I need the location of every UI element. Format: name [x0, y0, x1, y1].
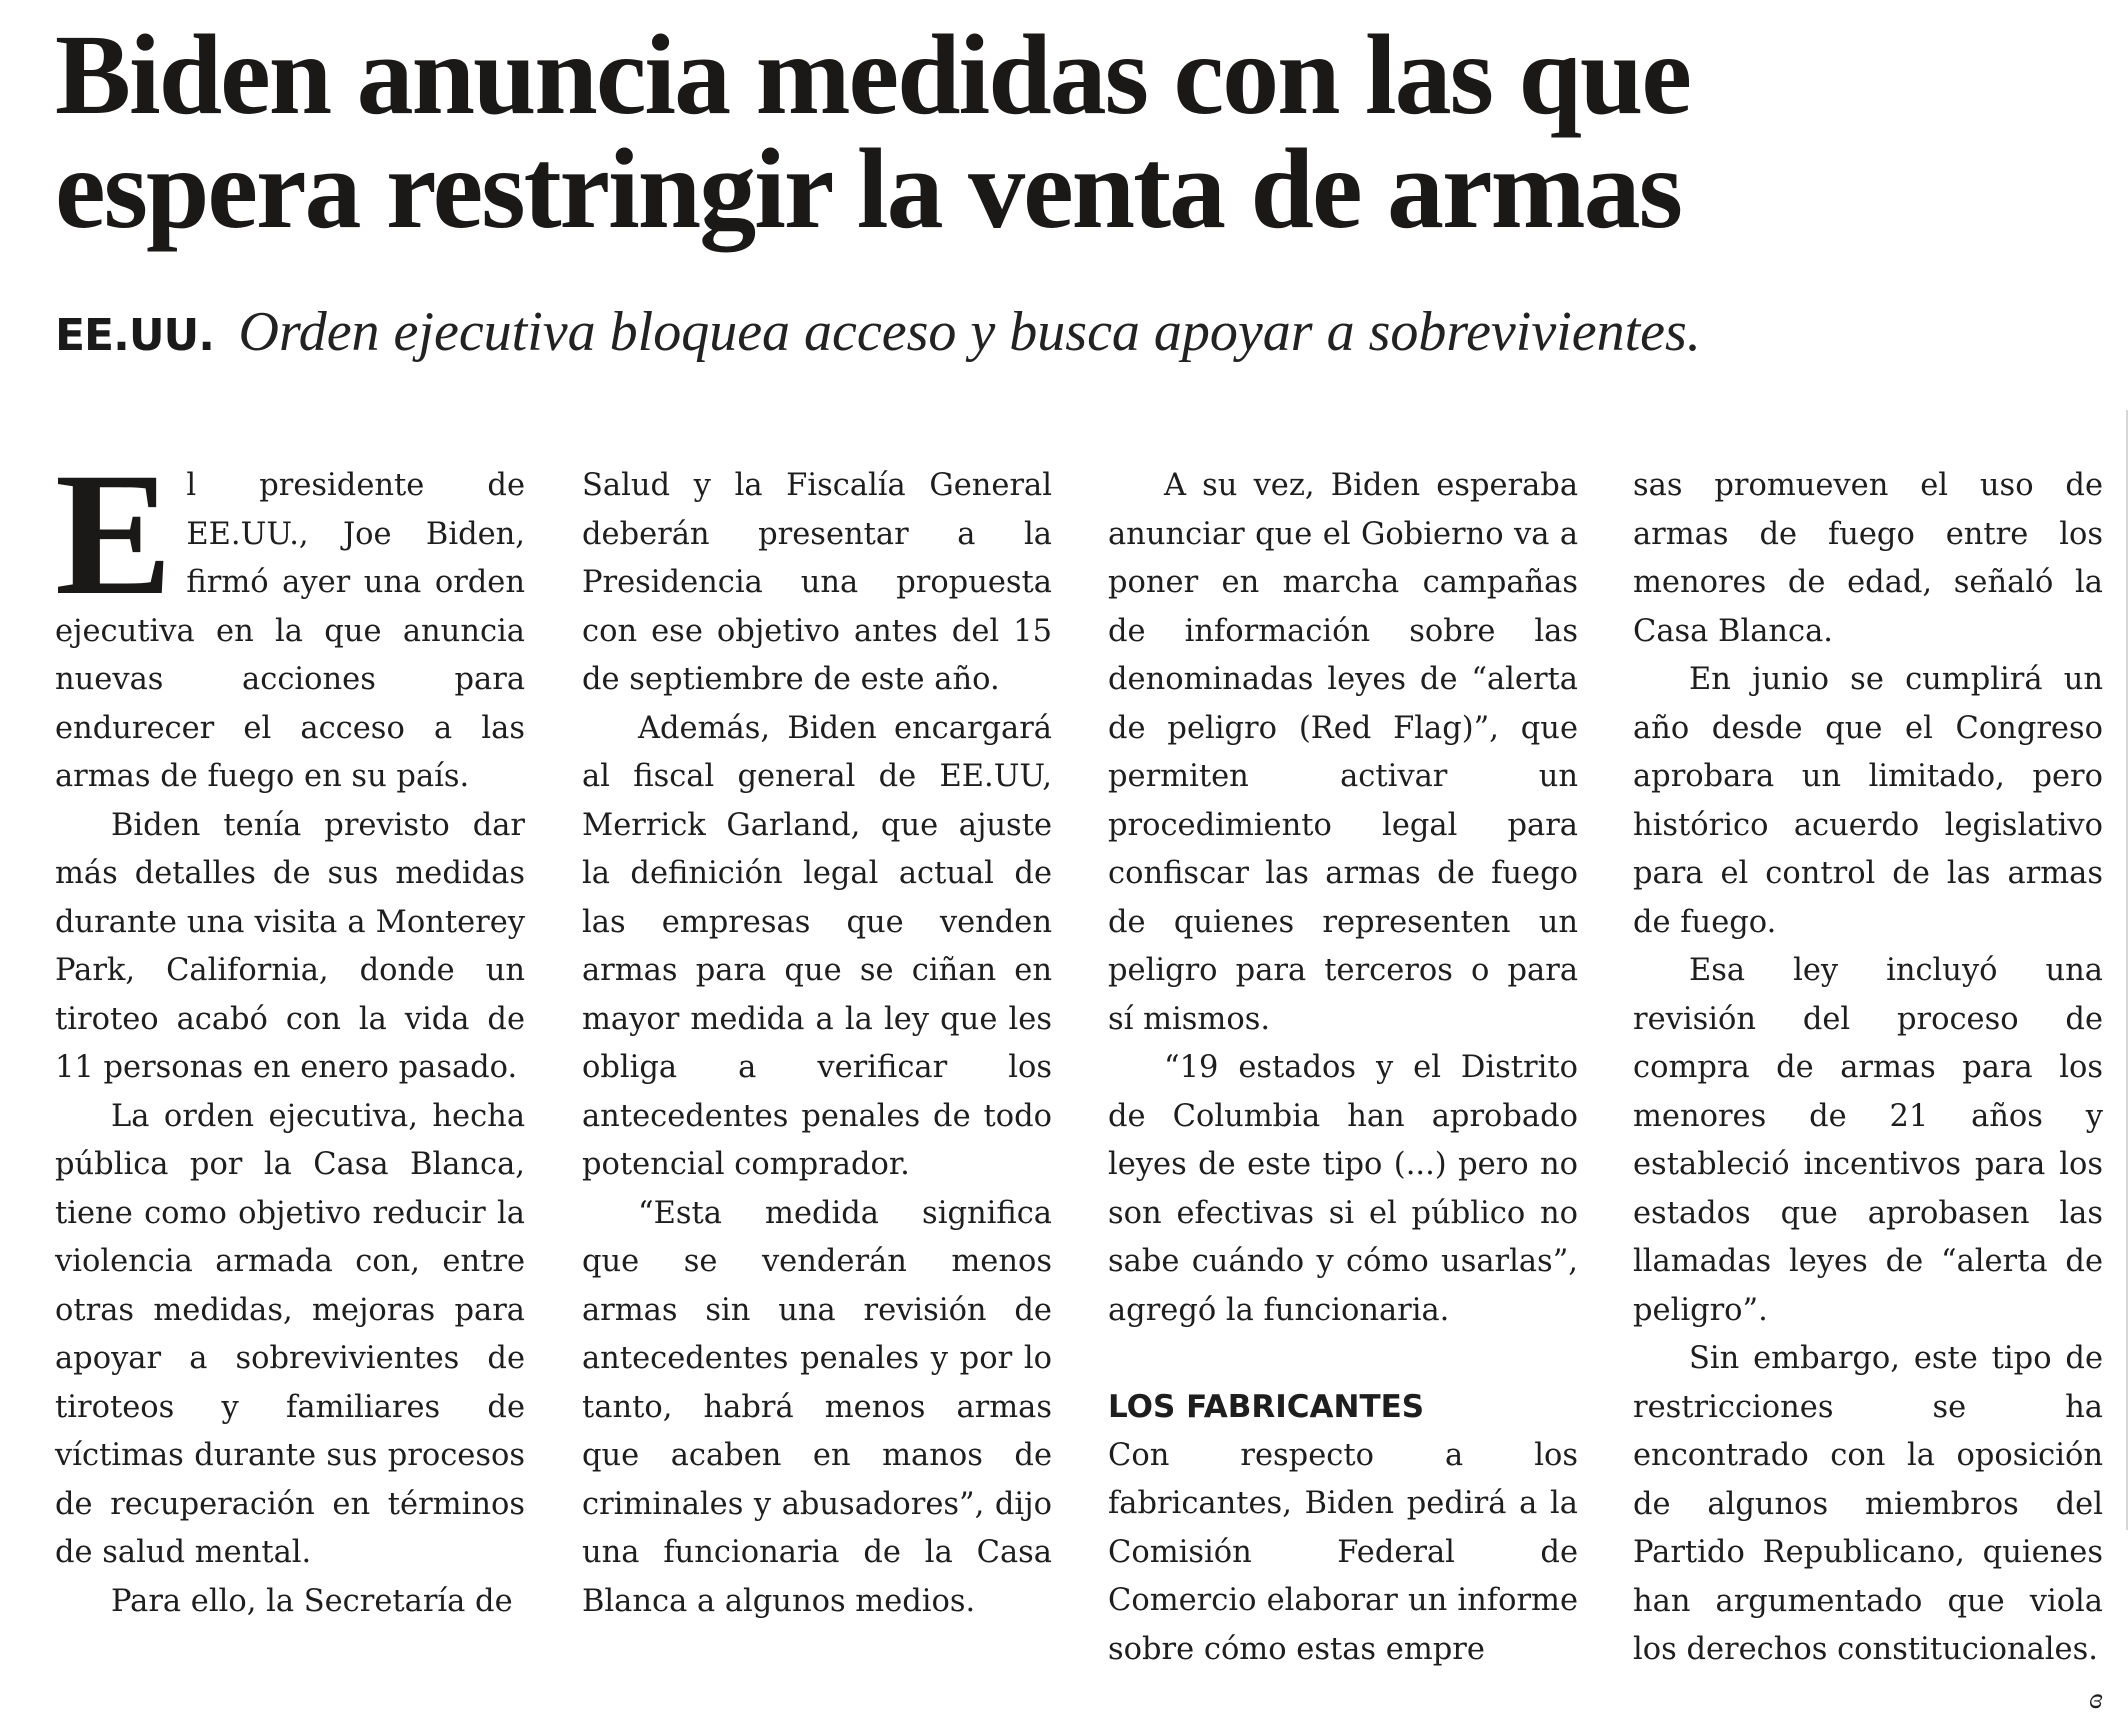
article-column-1: [55, 462, 525, 1626]
article-paragraph: Biden tenía previsto dar más detalles de sus medidas durante una visita a Monterey Park, California, donde un tiroteo acabó con la vida de 11 personas en enero pasado.: [55, 802, 525, 1093]
article-paragraph: [55, 462, 525, 802]
paragraph-text: Sin embargo, este tipo de restricciones se ha encontrado con la oposición de algunos miembros del Partido Republicano, quienes han argumentado que viola los derechos constitucionales.: [1633, 1341, 2103, 1667]
article-paragraph: sas promueven el uso de armas de fuego entre los menores de edad, señaló la Casa Blanca.: [1633, 462, 2103, 656]
headline-line-2: espera restringir la venta de armas: [55, 132, 2095, 246]
article-paragraph: Esa ley incluyó una revisión del proceso de compra de armas para los menores de 21 años y estableció incentivos para los estados que aprobasen las llamadas leyes de “alerta de peligro”.: [1633, 947, 2103, 1335]
article-paragraph: [1633, 1335, 2103, 1675]
article-paragraph: En junio se cumplirá un año desde que el Congreso aprobara un limitado, pero histórico acuerdo legislativo para el control de las armas de fuego.: [1633, 656, 2103, 947]
article-paragraph: Para ello, la Secretaría de: [55, 1578, 525, 1627]
article-paragraph: La orden ejecutiva, hecha pública por la Casa Blanca, tiene como objetivo reducir la violencia armada con, entre otras medidas, mejoras para apoyar a sobrevivientes de tiroteos y familiares de víctimas durante sus procesos de recuperación en términos de salud mental.: [55, 1093, 525, 1578]
article-column-3: [1108, 462, 1578, 1674]
drop-cap: E: [55, 466, 172, 604]
article-paragraph: A su vez, Biden esperaba anunciar que el Gobierno va a poner en marcha campañas de información sobre las denominadas leyes de “alerta de peligro (Red Flag)”, que permiten activar un procedimiento legal para confiscar las armas de fuego de quienes representen un peligro para terceros o para sí mismos.: [1108, 462, 1578, 1044]
article-column-4: [1633, 462, 2103, 1723]
section-tag: EE.UU.: [55, 310, 214, 361]
article-column-2: [582, 462, 1052, 1626]
paragraph-text: l presidente de EE.UU., Joe Biden, firmó ayer una orden ejecutiva en la que anuncia nuevas acciones para endurecer el acceso a las armas de fuego en su país.: [55, 468, 525, 794]
deck-text: Orden ejecutiva bloquea acceso y busca apoyar a sobrevivientes.: [239, 301, 1701, 363]
section-crosshead: LOS FABRICANTES: [1108, 1383, 1578, 1432]
end-mark-icon: ɞ: [2033, 1675, 2103, 1723]
headline-line-1: Biden anuncia medidas con las que: [55, 18, 2095, 132]
article-paragraph: Con respecto a los fabricantes, Biden pedirá a la Comisión Federal de Comercio elaborar un informe sobre cómo estas empre: [1108, 1432, 1578, 1675]
article-paragraph: Además, Biden encargará al fiscal general de EE.UU, Merrick Garland, que ajuste la definición legal actual de las empresas que venden armas para que se ciñan en mayor medida a la ley que les obliga a verificar los antecedentes penales de todo potencial comprador.: [582, 705, 1052, 1190]
article-paragraph: “19 estados y el Distrito de Columbia han aprobado leyes de este tipo (...) pero no son efectivas si el público no sabe cuándo y cómo usarlas”, agregó la funcionaria.: [1108, 1044, 1578, 1335]
headline: [55, 18, 2095, 246]
article-paragraph: “Esta medida significa que se venderán menos armas sin una revisión de antecedentes penales y por lo tanto, habrá menos armas que acaben en manos de criminales y abusadores”, dijo una funcionaria de la Casa Blanca a algunos medios.: [582, 1190, 1052, 1627]
subheadline: [55, 302, 1701, 366]
article-paragraph: Salud y la Fiscalía General deberán presentar a la Presidencia una propuesta con ese objetivo antes del 15 de septiembre de este año.: [582, 462, 1052, 705]
